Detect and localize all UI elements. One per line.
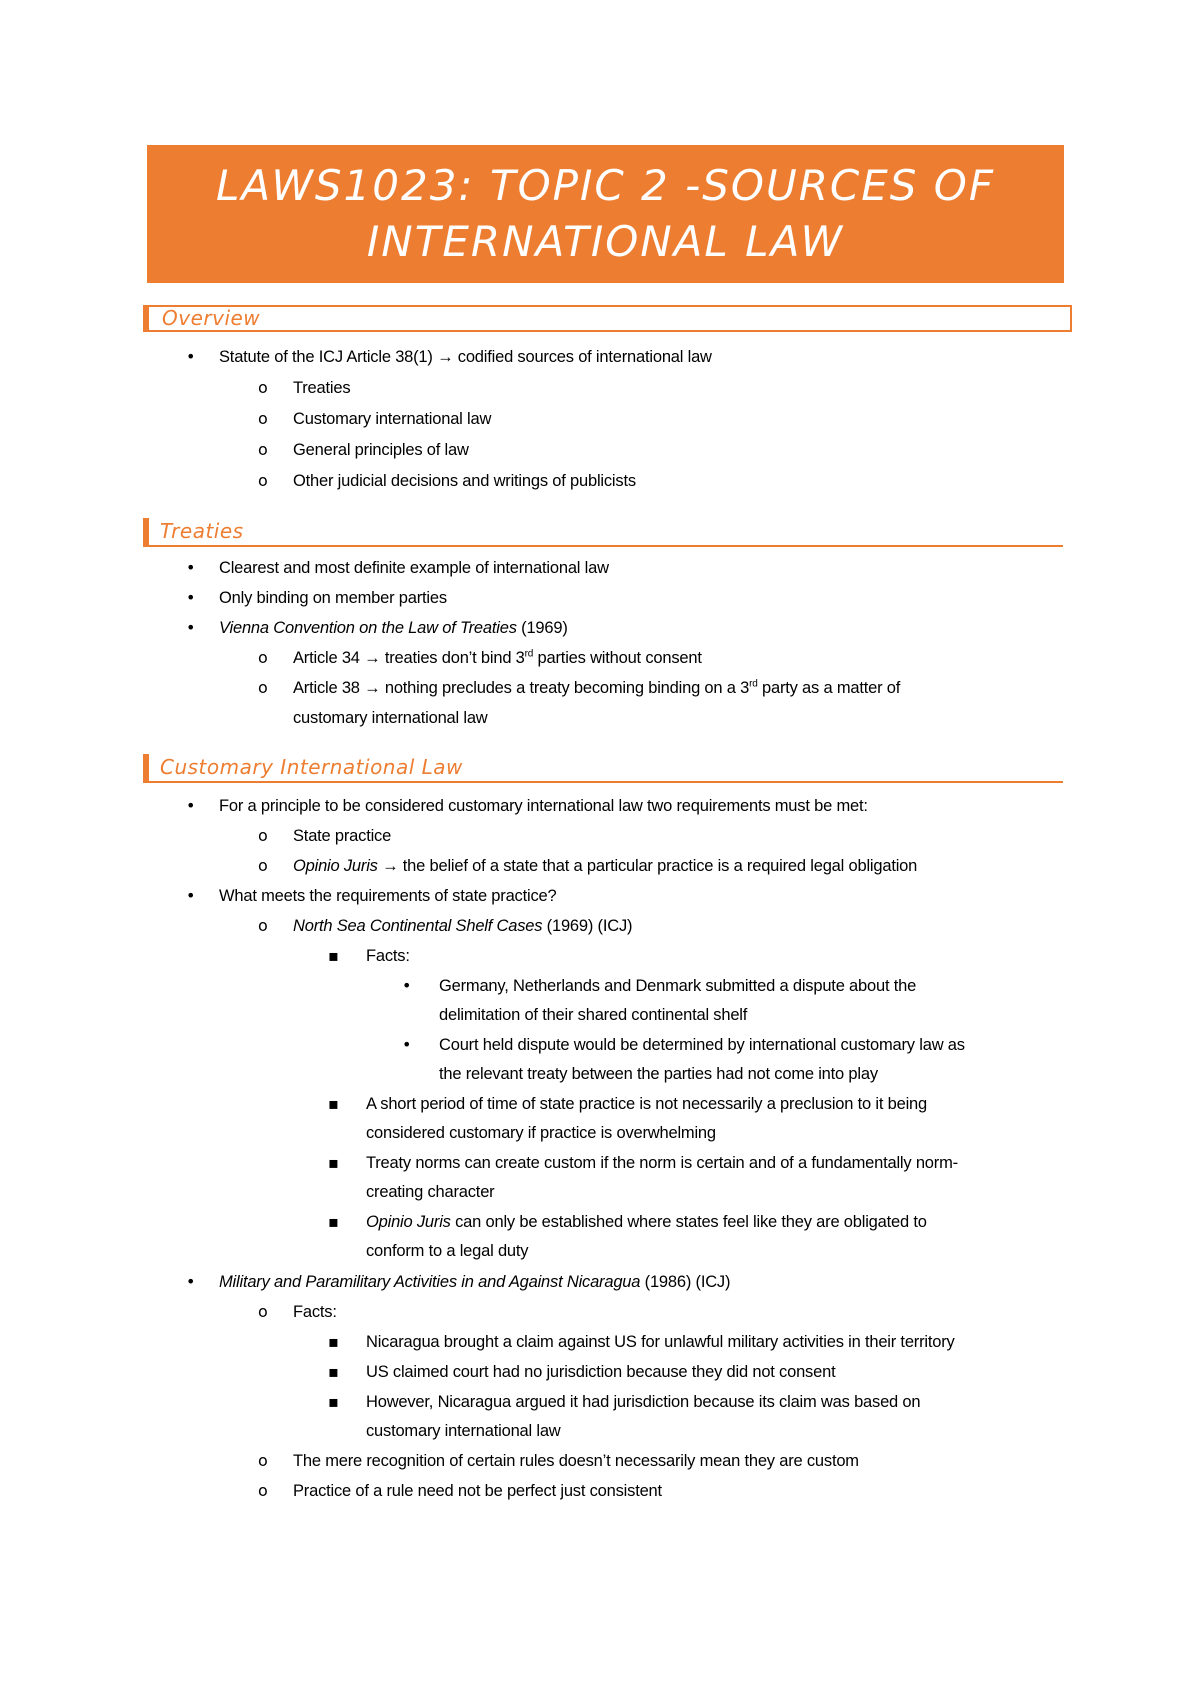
- superscript: rd: [749, 678, 758, 690]
- bullet-icon: [328, 1152, 339, 1174]
- text-part: Article 34 → treaties don’t bind 3: [293, 649, 525, 667]
- list-item: A short period of time of state practice is not necessarily a preclusion to it being: [366, 1095, 927, 1113]
- document-title: LAWS1023: TOPIC 2 -SOURCES OF INTERNATIONAL LAW: [215, 161, 996, 266]
- bullet-icon: [258, 677, 268, 699]
- text-part: party as a matter of: [757, 679, 901, 697]
- heading-label: Customary International Law: [160, 755, 463, 779]
- list-item: [293, 915, 632, 937]
- list-item: The mere recognition of certain rules doesn’t necessarily mean they are custom: [293, 1452, 859, 1470]
- list-item-continuation: delimitation of their shared continental shelf: [439, 1006, 748, 1024]
- bullet-icon: [328, 945, 339, 967]
- bullet-icon: [402, 975, 411, 997]
- list-item: Facts:: [293, 1303, 337, 1321]
- bullet-icon: [186, 1271, 195, 1293]
- bullet-icon: [186, 617, 195, 639]
- bullet-icon: [258, 1450, 268, 1472]
- bullet-icon: [258, 825, 268, 847]
- list-item: Germany, Netherlands and Denmark submitted a dispute about the: [439, 977, 917, 995]
- heading-customary-international-law: [143, 754, 1063, 782]
- list-item: [293, 647, 702, 669]
- case-name: Opinio Juris: [366, 1213, 451, 1231]
- heading-label: Overview: [162, 306, 261, 330]
- list-item: Customary international law: [293, 410, 492, 428]
- bullet-icon: [186, 885, 195, 907]
- list-item: US claimed court had no jurisdiction because they did not consent: [366, 1363, 836, 1381]
- bullet-icon: [258, 408, 268, 430]
- list-item-continuation: creating character: [366, 1183, 495, 1201]
- bullet-icon: [258, 470, 268, 492]
- bullet-icon: [328, 1391, 339, 1413]
- list-item: Facts:: [366, 947, 410, 965]
- list-item: [219, 617, 568, 639]
- text-part: can only be established where states feel like they are obligated to: [450, 1213, 927, 1231]
- case-name: Military and Paramilitary Activities in and Against Nicaragua: [219, 1273, 641, 1291]
- list-item-continuation: conform to a legal duty: [366, 1242, 529, 1260]
- list-item: Treaties: [293, 379, 351, 397]
- superscript: rd: [524, 648, 534, 660]
- list-item-continuation: considered customary if practice is overwhelming: [366, 1124, 716, 1142]
- heading-accent-bar: [143, 305, 149, 332]
- case-name: Vienna Convention on the Law of Treaties: [219, 619, 517, 637]
- heading-accent-bar: [143, 518, 149, 545]
- list-item: [293, 855, 917, 877]
- list-item-continuation: customary international law: [293, 709, 488, 727]
- list-item: [219, 1271, 730, 1293]
- list-item: Practice of a rule need not be perfect just consistent: [293, 1482, 662, 1500]
- bullet-icon: [328, 1361, 339, 1383]
- bullet-icon: [258, 855, 268, 877]
- case-name: Opinio Juris: [293, 857, 378, 875]
- list-item: State practice: [293, 827, 392, 845]
- list-item: [366, 1211, 927, 1233]
- list-item: [293, 677, 900, 699]
- list-item: Court held dispute would be determined by international customary law as: [439, 1036, 965, 1054]
- bullet-icon: [186, 795, 195, 817]
- list-item: Other judicial decisions and writings of publicists: [293, 472, 636, 490]
- list-item-continuation: customary international law: [366, 1422, 561, 1440]
- bullet-icon: [258, 439, 268, 461]
- list-item: Only binding on member parties: [219, 589, 447, 607]
- text-part: parties without consent: [533, 649, 702, 667]
- title-banner: [147, 145, 1064, 283]
- bullet-icon: [258, 647, 268, 669]
- list-item: Clearest and most definite example of international law: [219, 559, 609, 577]
- text-part: → the belief of a state that a particular practice is a required legal obligation: [377, 857, 918, 875]
- bullet-icon: [186, 346, 195, 368]
- heading-overview: [143, 305, 1072, 332]
- case-year: (1969): [516, 619, 568, 637]
- bullet-icon: [258, 1480, 268, 1502]
- bullet-icon: [258, 915, 268, 937]
- heading-underline: [143, 545, 1063, 547]
- bullet-icon: [328, 1093, 339, 1115]
- list-item: For a principle to be considered customary international law two requirements must be met:: [219, 797, 868, 815]
- list-item-continuation: the relevant treaty between the parties had not come into play: [439, 1065, 878, 1083]
- text-part: (1969) (ICJ): [542, 917, 633, 935]
- heading-accent-bar: [143, 754, 149, 781]
- list-item: Nicaragua brought a claim against US for unlawful military activities in their territory: [366, 1333, 955, 1351]
- heading-label: Treaties: [160, 519, 244, 543]
- bullet-icon: [328, 1211, 339, 1233]
- text-part: (1986) (ICJ): [640, 1273, 731, 1291]
- text-part: Article 38 → nothing precludes a treaty becoming binding on a 3: [293, 679, 750, 697]
- bullet-icon: [186, 587, 195, 609]
- heading-treaties: [143, 518, 1063, 546]
- bullet-icon: [258, 1301, 268, 1323]
- heading-underline: [143, 781, 1063, 783]
- list-item: Statute of the ICJ Article 38(1) → codified sources of international law: [219, 348, 712, 366]
- list-item: General principles of law: [293, 441, 469, 459]
- bullet-icon: [328, 1331, 339, 1353]
- case-name: North Sea Continental Shelf Cases: [293, 917, 543, 935]
- bullet-icon: [258, 377, 268, 399]
- list-item: What meets the requirements of state practice?: [219, 887, 557, 905]
- bullet-icon: [186, 557, 195, 579]
- bullet-icon: [402, 1034, 411, 1056]
- list-item: Treaty norms can create custom if the norm is certain and of a fundamentally norm-: [366, 1154, 958, 1172]
- list-item: However, Nicaragua argued it had jurisdiction because its claim was based on: [366, 1393, 921, 1411]
